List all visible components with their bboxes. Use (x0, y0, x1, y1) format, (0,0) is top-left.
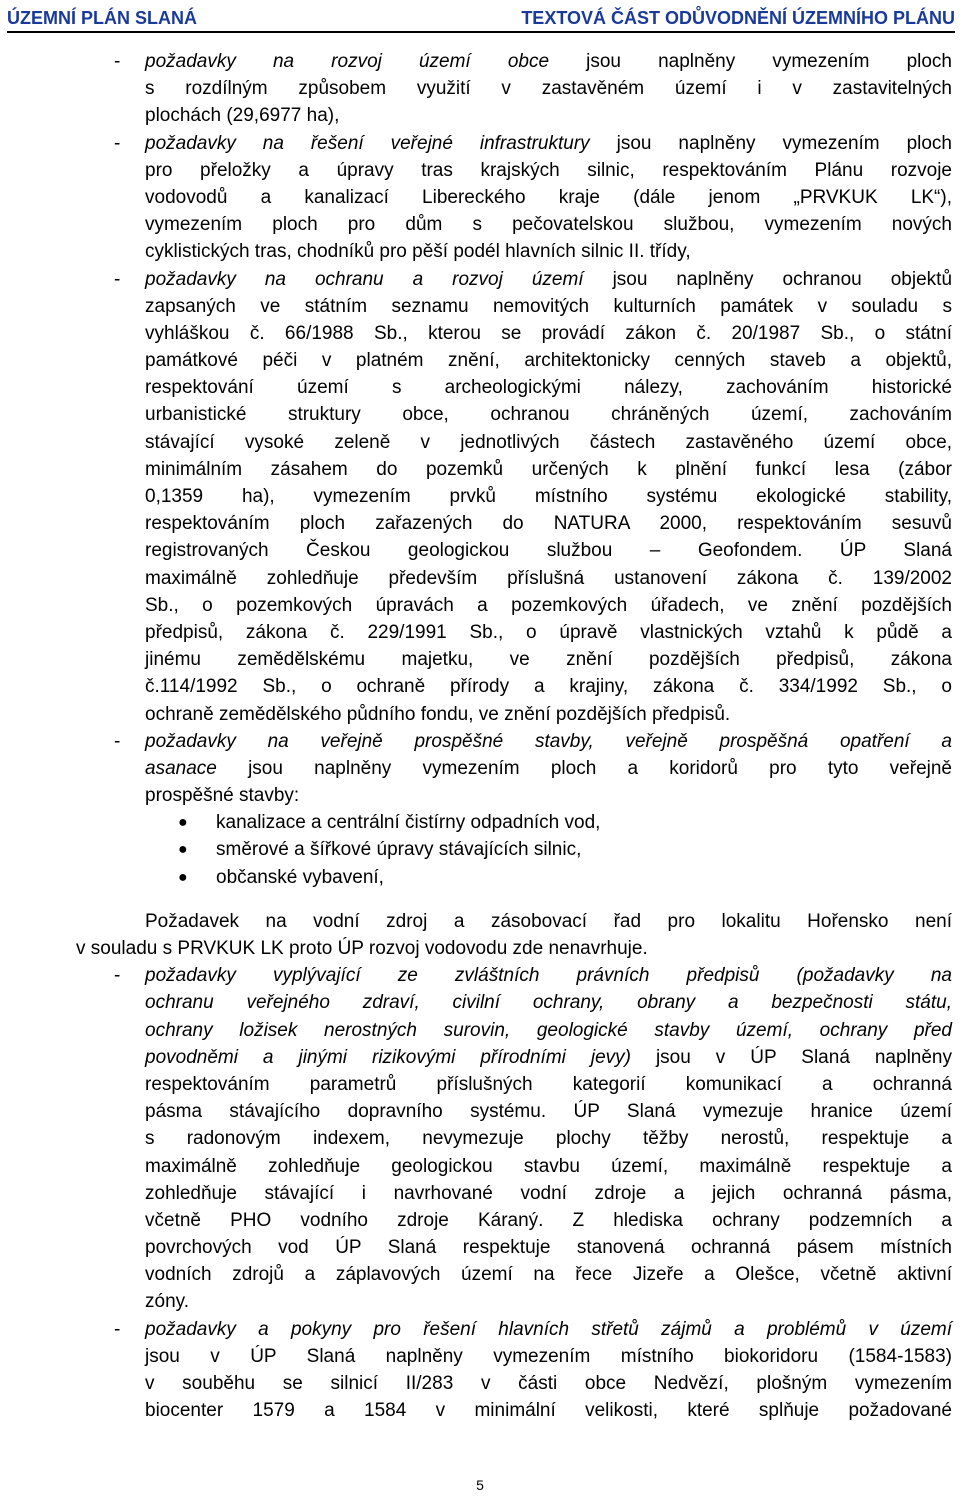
italic-text: povodněmi a jinými rizikovými přírodními jevy) (145, 1046, 631, 1068)
text-segment: stávající vysoké zeleně v jednotlivých částech zastavěného území obce, (145, 431, 952, 453)
bullet-list (0, 809, 960, 891)
text-segment: pásma stávajícího dopravního systému. ÚP Slaná vymezuje hranice území (145, 1101, 952, 1123)
document-body (0, 48, 960, 1424)
page-number: 5 (476, 1477, 484, 1493)
italic-text: požadavky a pokyny pro řešení hlavních střetů zájmů a problémů v území (145, 1318, 952, 1340)
text-line (145, 102, 952, 129)
text-line (145, 1343, 952, 1370)
bullet-text: občanské vybavení, (216, 866, 384, 888)
text-segment: v souběhu se silnicí II/283 v části obce Nedvězí, plošným vymezením (145, 1373, 952, 1394)
bullet-text: směrové a šířkové úpravy stávajících silnic, (216, 839, 582, 861)
header-section-title: TEXTOVÁ ČÁST ODŮVODNĚNÍ ÚZEMNÍHO PLÁNU (521, 8, 955, 28)
bullet-item (0, 809, 960, 836)
text-segment: zohledňuje stávající i navrhované vodní zdroje a jejich ochranná pásma, (145, 1182, 952, 1204)
text-segment: jsou v ÚP Slaná naplněny vymezením místního biokoridoru (1584-1583) (145, 1345, 952, 1367)
text-line (145, 184, 952, 211)
text-segment: cyklistických tras, chodníků pro pěší podél hlavních silnic II. třídy, (145, 241, 691, 263)
text-line (145, 1017, 952, 1044)
text-line (145, 755, 952, 782)
text-line (145, 1261, 952, 1288)
bullet-icon: ● (178, 841, 188, 859)
text-segment: maximálně zohledňuje geologickou stavbu území, maximálně respektuje a (145, 1155, 952, 1177)
text-segment: ochraně zemědělského půdního fondu, ve znění pozdějších předpisů. (145, 703, 731, 725)
dash-marker: - (114, 1318, 121, 1340)
italic-text: požadavky vyplývající ze zvláštních právních předpisů (požadavky na (145, 965, 952, 987)
paragraph-line: v souladu s PRVKUK LK proto ÚP rozvoj vodovodu zde nenavrhuje. (76, 938, 648, 959)
text-segment: Sb., o pozemkových úpravách a pozemkových úřadech, ve znění pozdějších (145, 594, 952, 616)
page-header (7, 7, 955, 33)
text-segment: s rozdílným způsobem využití v zastavěném území i v zastavitelných (145, 78, 952, 100)
requirements-list-1 (0, 48, 960, 809)
text-line (145, 1071, 952, 1098)
bullet-icon: ● (178, 868, 188, 886)
text-segment: památkové péči v platném znění, architektonicky cenných staveb a objektů, (145, 350, 952, 372)
text-line (145, 293, 952, 320)
text-segment: vyhláškou č. 66/1988 Sb., kterou se provádí zákon č. 20/1987 Sb., o státní (145, 322, 952, 344)
text-segment: jsou naplněny vymezením ploch (589, 132, 952, 154)
text-segment: biocenter 1579 a 1584 v minimální velikosti, které splňuje požadované (145, 1400, 952, 1422)
text-line (145, 320, 952, 347)
text-line (145, 592, 952, 619)
text-line (145, 673, 952, 700)
italic-text: požadavky na veřejně prospěšné stavby, veřejně prospěšná opatření a (145, 730, 952, 752)
text-segment: pro přeložky a úpravy tras krajských silnic, respektováním Plánu rozvoje (145, 159, 952, 181)
list-item (0, 130, 960, 266)
text-line (145, 1207, 952, 1234)
list-item (0, 962, 960, 1315)
text-segment: vymezením ploch pro dům s pečovatelskou službou, vymezením nových (145, 214, 952, 236)
text-line (145, 646, 952, 673)
text-segment: plochách (29,6977 ha), (145, 105, 340, 127)
text-segment: registrovaných Českou geologickou službou – Geofondem. ÚP Slaná (145, 540, 952, 562)
text-line (145, 1098, 952, 1125)
text-line (145, 1316, 952, 1343)
text-line (145, 1370, 952, 1397)
text-line (145, 157, 952, 184)
text-segment: s radonovým indexem, nevymezuje plochy těžby nerostů, respektuje a (145, 1128, 952, 1150)
bullet-icon: ● (178, 814, 188, 832)
text-line (145, 456, 952, 483)
text-segment: respektováním ploch zařazených do NATURA 2000, respektováním sesuvů (145, 513, 952, 535)
text-segment: č.114/1992 Sb., o ochraně přírody a krajiny, zákona č. 334/1992 Sb., o (145, 676, 952, 698)
text-segment: předpisů, zákona č. 229/1991 Sb., o úpravě vlastnických vztahů k půdě a (145, 621, 952, 643)
text-segment: jsou v ÚP Slaná naplněny (630, 1046, 952, 1068)
text-line (145, 483, 952, 510)
text-line (145, 1044, 952, 1071)
text-line (145, 130, 952, 157)
text-segment: zóny. (145, 1291, 190, 1313)
italic-text: asanace (145, 757, 217, 779)
text-line (145, 510, 952, 537)
text-segment: 0,1359 ha), vymezením prvků místního systému ekologické stability, (145, 486, 952, 507)
requirements-list-2 (0, 962, 960, 1424)
text-segment: respektování území s archeologickými nálezy, zachováním historické (145, 377, 952, 399)
text-line (145, 962, 952, 989)
italic-text: ochrany ložisek nerostných surovin, geologické stavby území, ochrany před (145, 1019, 952, 1041)
text-line (145, 347, 952, 374)
text-line (145, 75, 952, 102)
body-paragraph (0, 908, 960, 962)
text-line (145, 537, 952, 564)
text-segment: jsou naplněny vymezením ploch (549, 51, 952, 72)
text-line (145, 266, 952, 293)
text-segment: vodních zdrojů a záplavových území na řece Jizeře a Olešce, včetně aktivní (145, 1264, 952, 1286)
text-segment: jinému zemědělskému majetku, ve znění pozdějších předpisů, zákona (145, 649, 952, 671)
text-line (145, 1397, 952, 1424)
text-line (145, 1234, 952, 1261)
text-line (145, 728, 952, 755)
text-line (145, 989, 952, 1016)
dash-marker: - (114, 268, 121, 290)
text-segment: povrchových vod ÚP Slaná respektuje stanovená ochranná pásem místních (145, 1237, 952, 1259)
italic-text: ochranu veřejného zdraví, civilní ochrany, obrany a bezpečnosti státu, (145, 992, 952, 1014)
text-segment: vodovodů a kanalizací Libereckého kraje (dále jenom „PRVKUK LK“), (145, 186, 952, 208)
text-line (145, 48, 952, 75)
bullet-text: kanalizace a centrální čistírny odpadních vod, (216, 812, 601, 834)
text-line (145, 374, 952, 401)
dash-marker: - (114, 51, 121, 72)
text-segment: jsou naplněny vymezením ploch a koridorů pro tyto veřejně (216, 757, 952, 779)
dash-marker: - (114, 730, 121, 752)
bullet-item (0, 864, 960, 891)
italic-text: požadavky na rozvoj území obce (145, 51, 550, 72)
list-item (0, 728, 960, 810)
text-line (145, 401, 952, 428)
italic-text: požadavky na ochranu a rozvoj území (145, 268, 584, 290)
text-line (145, 1125, 952, 1152)
text-segment: minimálním zásahem do pozemků určených k plnění funkcí lesa (zábor (145, 458, 952, 480)
text-line (145, 701, 952, 728)
text-segment: jsou naplněny ochranou objektů (583, 268, 953, 290)
paragraph-line: Požadavek na vodní zdroj a zásobovací řad pro lokalitu Hořensko není (145, 910, 952, 932)
list-item (0, 266, 960, 728)
dash-marker: - (114, 965, 121, 987)
text-line (145, 238, 952, 265)
text-line (145, 782, 952, 809)
bullet-item (0, 836, 960, 863)
dash-marker: - (114, 132, 121, 154)
text-segment: maximálně zohledňuje především příslušná ustanovení zákona č. 139/2002 (145, 567, 952, 589)
text-segment: urbanistické struktury obce, ochranou chráněných území, zachováním (145, 404, 952, 426)
list-item (0, 48, 960, 130)
text-segment: zapsaných ve státním seznamu nemovitých kulturních památek v souladu s (145, 295, 952, 317)
text-segment: včetně PHO vodního zdroje Káraný. Z hlediska ochrany podzemních a (145, 1209, 952, 1231)
text-line (145, 1153, 952, 1180)
text-line (145, 565, 952, 592)
list-item (0, 1316, 960, 1425)
text-segment: respektováním parametrů příslušných kategorií komunikací a ochranná (145, 1073, 952, 1095)
text-line (145, 429, 952, 456)
text-line (145, 1288, 952, 1315)
text-line (145, 1180, 952, 1207)
text-segment: prospěšné stavby: (145, 785, 300, 807)
italic-text: požadavky na řešení veřejné infrastruktury (145, 132, 590, 154)
text-line (145, 211, 952, 238)
header-document-title: ÚZEMNÍ PLÁN SLANÁ (7, 8, 197, 28)
text-line (145, 619, 952, 646)
